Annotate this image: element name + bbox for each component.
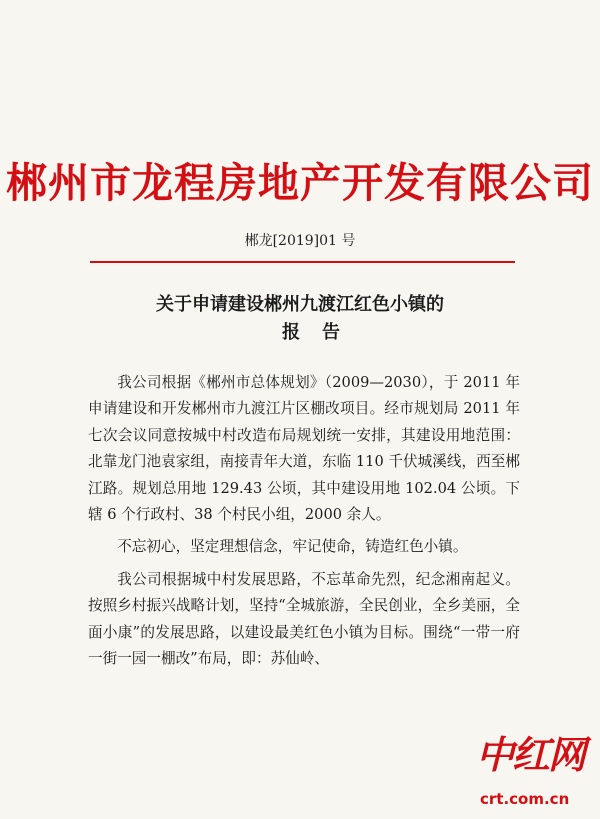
body-paragraph-2: 不忘初心，坚定理想信念，牢记使命，铸造红色小镇。	[117, 538, 468, 556]
body-paragraph-3: 我公司根据城中村发展思路，不忘革命先烈，纪念湘南起义。按照乡村振兴战略计划，坚持“全城旅游，全民创业，全乡美丽，全面小康”的发展思路，以建设最美红色小镇为目标。围绕“一带一府一街一园一棚改”布局，即：苏仙岭、	[88, 570, 520, 668]
watermark-logo: 中红网	[476, 733, 585, 777]
report-body	[88, 370, 520, 678]
watermark-url: crt.com.cn	[480, 790, 570, 808]
document-number: 郴龙[2019]01 号	[244, 233, 356, 249]
company-letterhead: 郴州市龙程房地产开发有限公司	[6, 159, 594, 207]
report-title-line1: 关于申请建设郴州九渡江红色小镇的	[156, 294, 444, 315]
report-title-line2: 报告	[282, 322, 362, 343]
body-paragraph-1: 我公司根据《郴州市总体规划》（2009—2030），于 2011 年申请建设和开发郴州市九渡江片区棚改项目。经市规划局 2011 年七次会议同意按城中村改造布局规划统一安排，其建设用地范围：北靠龙门池袁家组，南接青年大道，东临 110 千伏城溪线，西至郴江路。规划总用地 129.43 公顷，其中建设用地 102.04 公顷。下辖 6 个行政村、38 个村民小组，2000 余人。	[88, 374, 520, 524]
letterhead-divider	[90, 261, 515, 263]
